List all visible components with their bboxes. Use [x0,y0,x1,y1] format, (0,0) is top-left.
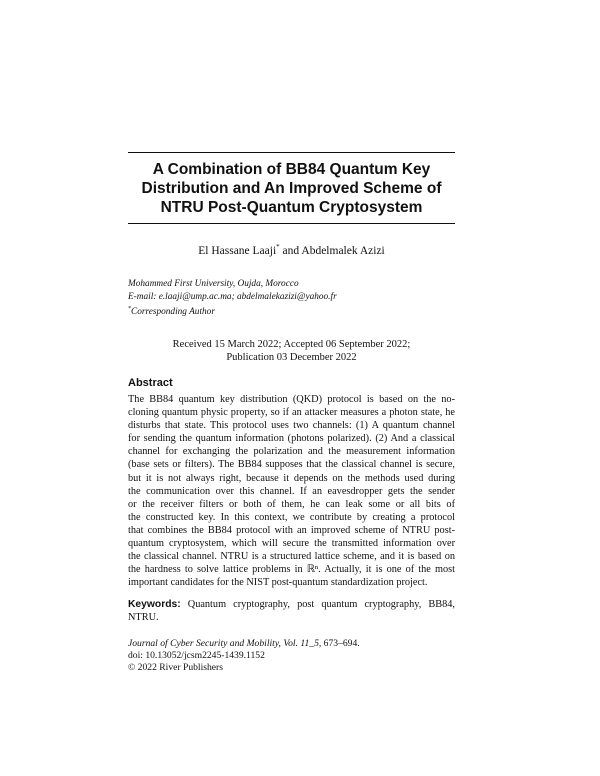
abstract-line: for sending the quantum information (photons polarized). (2) And a classical [128,433,455,445]
abstract-line: quantum cryptosystem, which will secure the transmitted information over [128,538,455,550]
corresponding-note-text: Corresponding Author [131,307,215,318]
title-line: A Combination of BB84 Quantum Key [152,161,431,178]
abstract-heading: Abstract [128,377,173,389]
title-top-rule [128,152,455,153]
abstract-line: the hardness to solve lattice problems in ℝⁿ. Actually, it is one of the most [128,564,455,576]
abstract-line: the communication over this channel. If an eavesdropper gets the sender [128,485,455,497]
abstract-line: that combines the BB84 protocol with an improved scheme of NTRU post- [128,524,455,536]
abstract-line: the constructed key. In this context, we contribute by creating a protocol [128,511,455,523]
title-line: NTRU Post-Quantum Cryptosystem [160,199,423,216]
title-bottom-rule [128,223,455,224]
keywords-line: NTRU. [128,612,159,624]
publication-dates [128,338,455,364]
abstract-line: but it is not always right, because it depends on the methods used during [128,472,455,484]
corresponding-note-mark: * [128,306,131,312]
corresponding-note [128,303,458,319]
abstract-line: The BB84 quantum key distribution (QKD) protocol is based on the no- [128,394,455,405]
title-line: Distribution and An Improved Scheme of [141,180,442,197]
copyright-line: © 2022 River Publishers [128,662,223,673]
abstract-line: important candidates for the NIST post-quantum standardization project. [128,577,428,589]
keywords-block [128,598,455,624]
institution: Mohammed First University, Oujda, Morocco [128,279,299,289]
dates-line: Publication 03 December 2022 [226,352,357,363]
author-connector: and [279,244,302,257]
abstract-line: the classical channel. NTRU is a structured lattice scheme, and it is based on [128,551,455,563]
abstract-line: (base sets or filters). The BB84 supposes that the classical channel is secure, [128,459,455,471]
email-line: E-mail: e.laaji@ump.ac.ma; abdelmalekazizi@yahoo.fr [128,291,337,302]
author-list [128,240,455,258]
dates-line: Received 15 March 2022; Accepted 06 September 2022; [172,339,411,350]
abstract-body [128,393,455,589]
author-name: El Hassane Laaji [198,244,277,257]
abstract-line: disturbs that state. This protocol uses two channels: (1) A quantum channel [128,420,455,432]
journal-citation [128,638,458,650]
journal-footer [128,638,458,674]
doi-line: doi: 10.13052/jcsm2245-1439.1152 [128,650,265,661]
journal-name: Journal of Cyber Security and Mobility, Vol. 11_5, [128,638,322,649]
author-name: Abdelmalek Azizi [301,244,385,257]
abstract-line: channel for exchanging the polarization and the measurement information [128,446,455,458]
paper-title [128,160,455,217]
corresponding-mark: * [276,243,280,251]
keywords-text: Quantum cryptography, post quantum cryptography, BB84, [180,599,455,610]
keywords-label: Keywords: [128,599,181,610]
abstract-line: cloning quantum physic property, so if an attacker measures a photon state, he [128,407,455,419]
page-range: 673–694. [321,638,360,649]
abstract-line: or the receiver filters or both of them, he can leak some or all bits of [128,498,455,510]
affiliation-block [128,278,458,319]
